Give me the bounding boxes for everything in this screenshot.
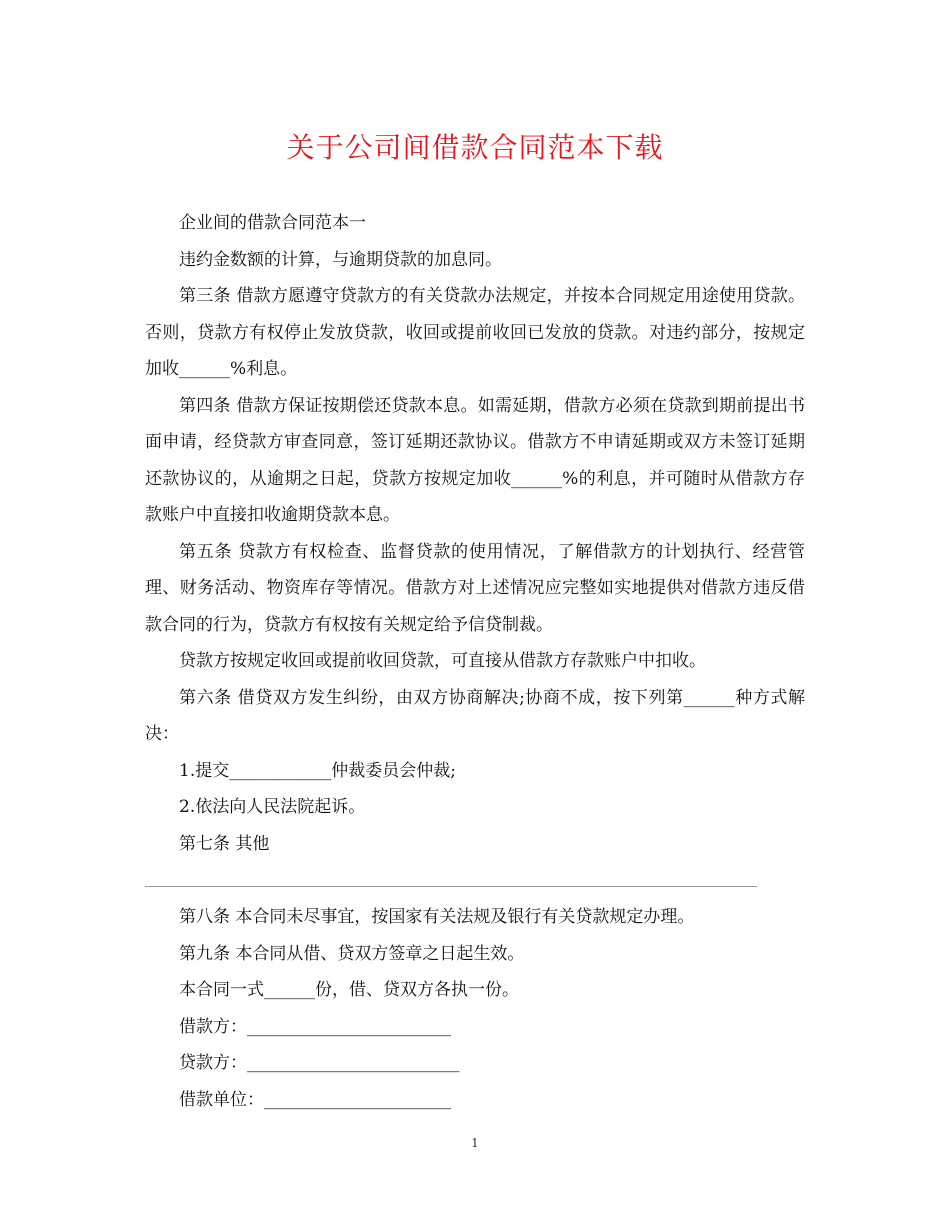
paragraph: 企业间的借款合同范本一 (179, 213, 366, 233)
signature-line-borrowing-unit: 借款单位：______________________ (179, 1089, 451, 1110)
paragraph: 第三条 借款方愿遵守贷款方的有关贷款办法规定，并按本合同规定用途使用贷款。否则，贷款方有权停止发放贷款，收回或提前收回已发放的贷款。对违约部分，按规定加收______%利息。 (145, 286, 805, 379)
paragraph: 第八条 本合同未尽事宜，按国家有关法规及银行有关贷款规定办理。 (179, 907, 695, 927)
paragraph: 违约金数额的计算，与逾期贷款的加息同。 (179, 249, 502, 270)
paragraph: 第七条 其他 (179, 833, 270, 854)
signature-line-borrower: 借款方：________________________ (179, 1016, 451, 1037)
document-body (145, 205, 805, 1118)
paragraph: 第九条 本合同从借、贷双方签章之日起生效。 (179, 943, 525, 964)
signature-line-lender: 贷款方：_________________________ (179, 1053, 460, 1073)
paragraph: 本合同一式______份，借、贷双方各执一份。 (179, 980, 519, 1000)
document-title: 关于公司间借款合同范本下载 (286, 131, 664, 164)
horizontal-rule (145, 886, 757, 887)
paragraph: 1.提交____________仲裁委员会仲裁; (179, 760, 456, 781)
page-number: 1 (471, 1136, 479, 1150)
paragraph: 贷款方按规定收回或提前收回贷款，可直接从借款方存款账户中扣收。 (179, 651, 706, 671)
paragraph: 2.依法向人民法院起诉。 (179, 797, 366, 817)
paragraph: 第六条 借贷双方发生纠纷，由双方协商解决;协商不成，按下列第______种方式解决： (145, 687, 805, 744)
paragraph: 第五条 贷款方有权检查、监督贷款的使用情况，了解借款方的计划执行、经营管理、财务活动、物资库存等情况。借款方对上述情况应完整如实地提供对借款方违反借款合同的行为，贷款方有权按有关规定给予信贷制裁。 (145, 541, 805, 635)
paragraph: 第四条 借款方保证按期偿还贷款本息。如需延期，借款方必须在贷款到期前提出书面申请，经贷款方审查同意，签订延期还款协议。借款方不申请延期或双方未签订延期还款协议的，从逾期之日起，贷款方按规定加收______%的利息，并可随时从借款方存款账户中直接扣收逾期贷款本息。 (145, 395, 805, 525)
